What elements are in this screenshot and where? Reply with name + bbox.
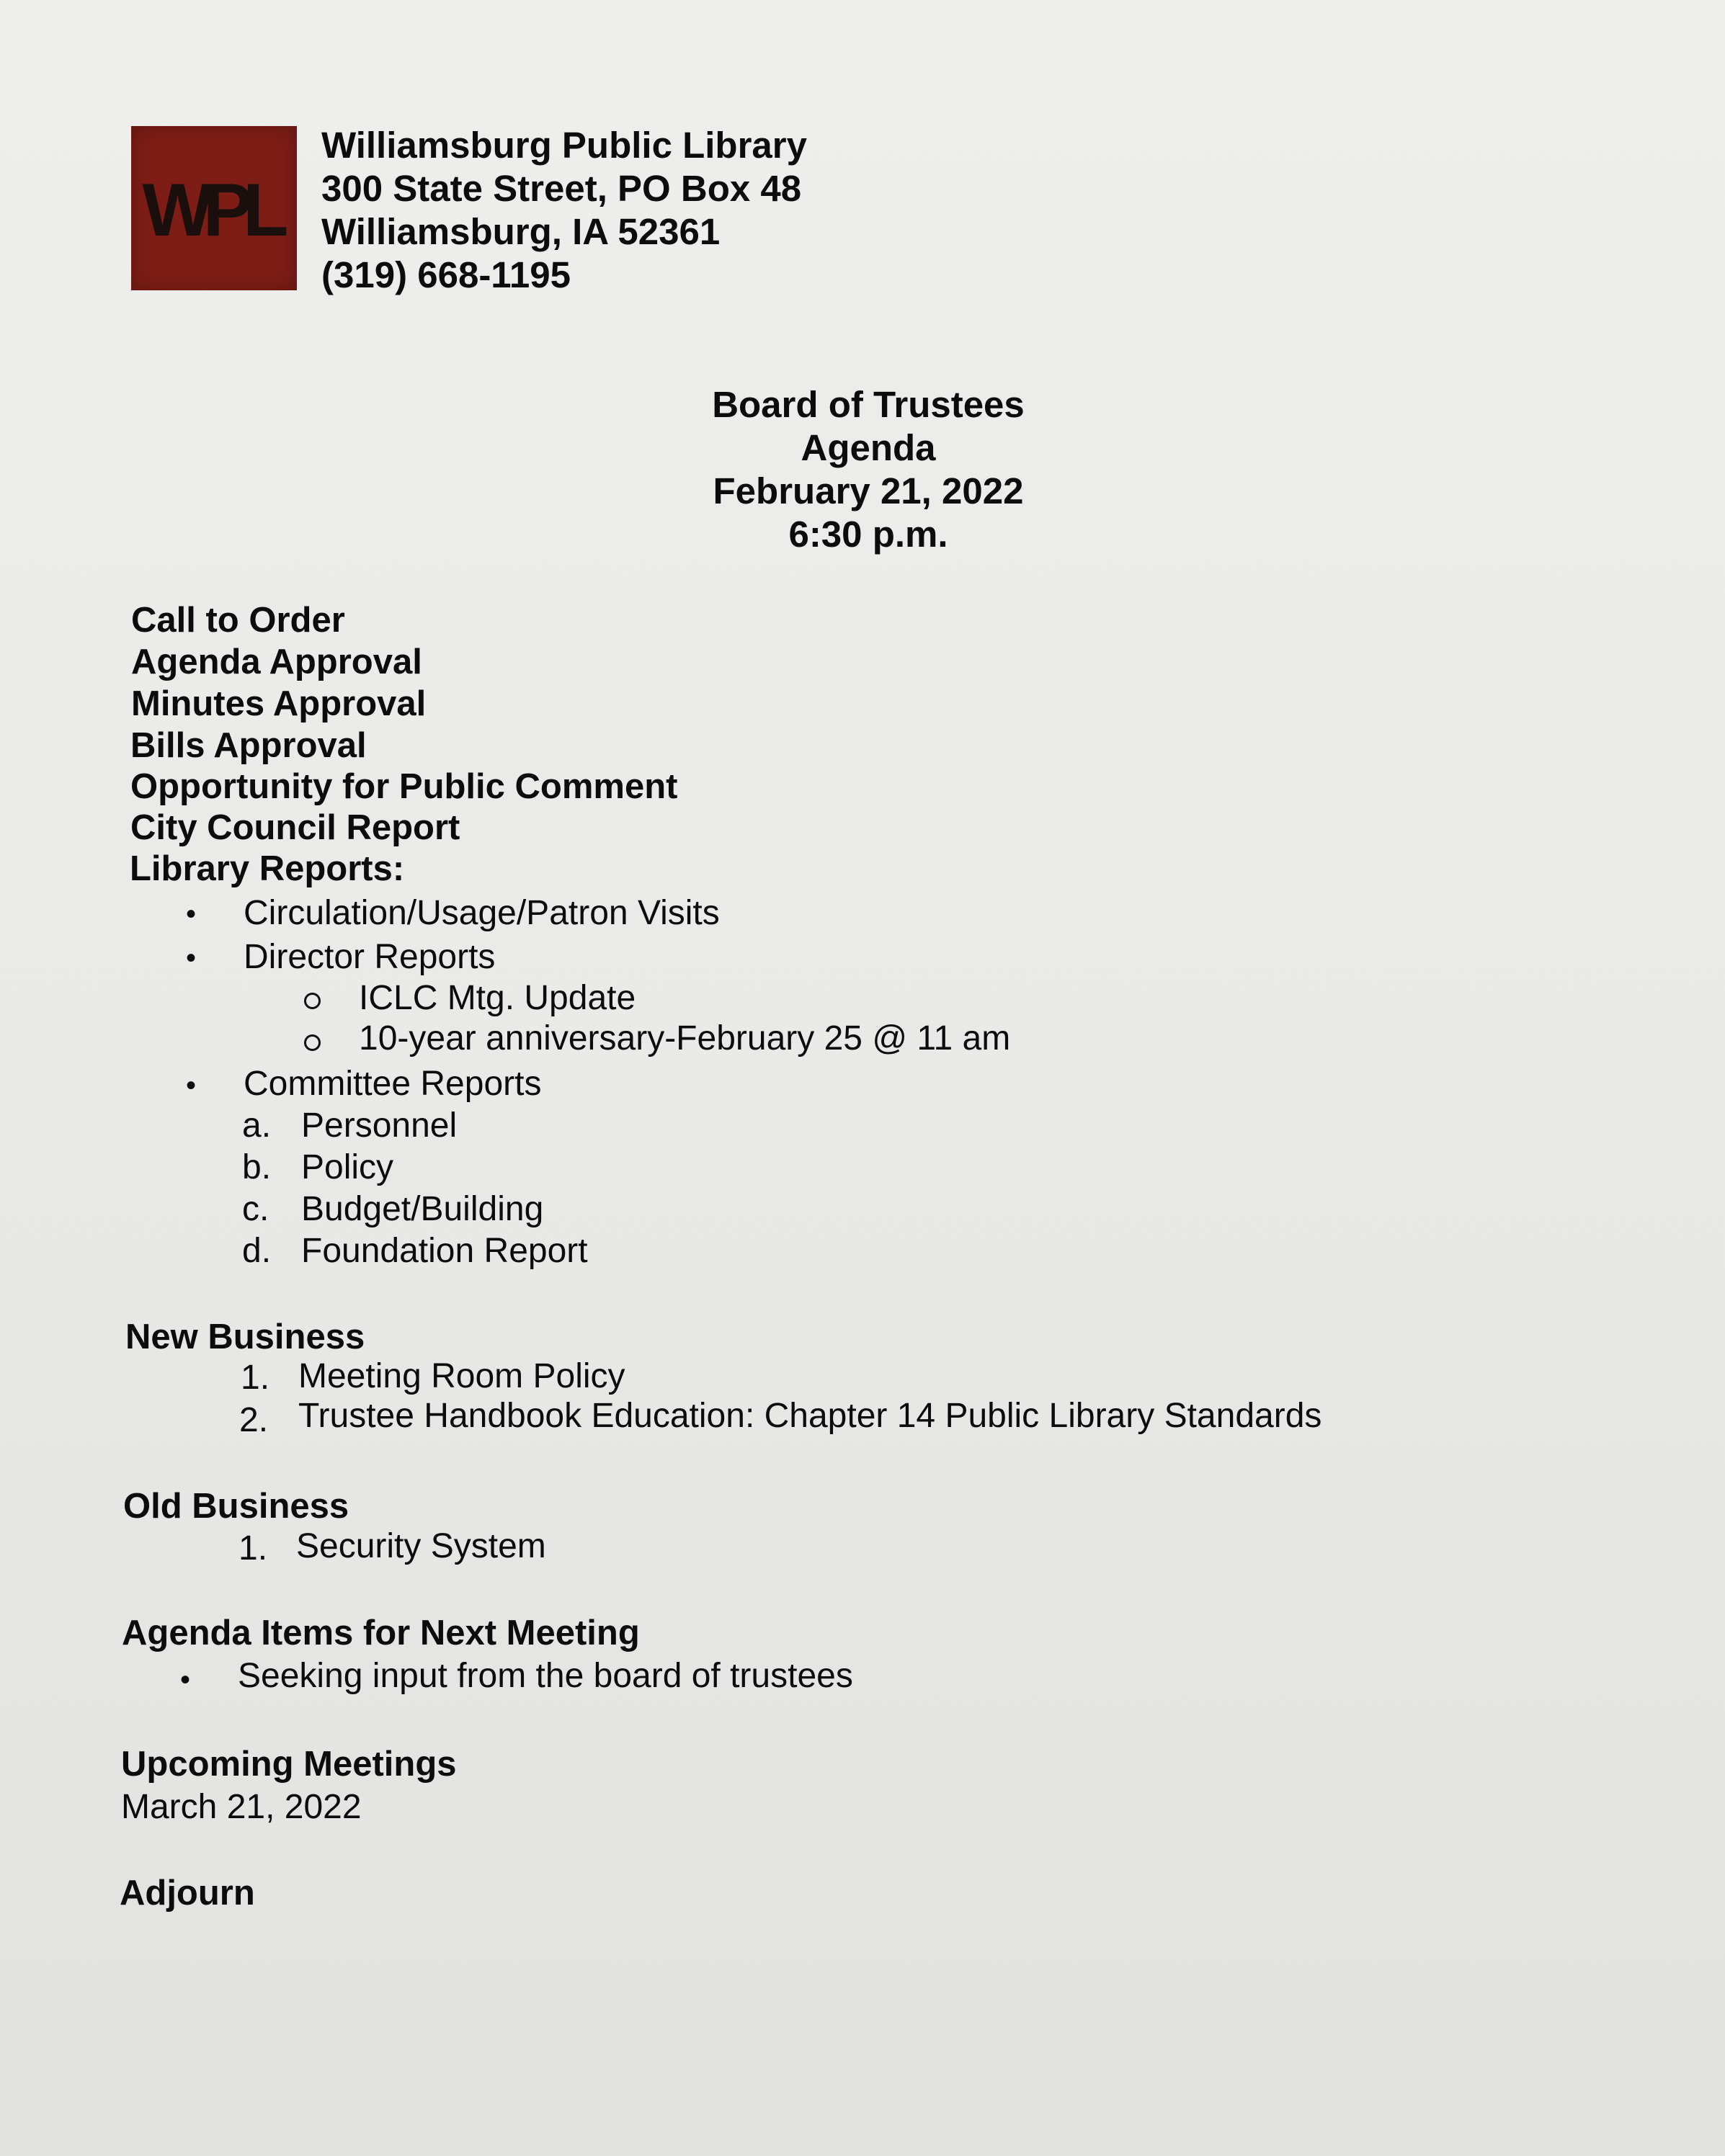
list-marker: a. xyxy=(242,1106,272,1145)
circle-bullet-icon xyxy=(304,1034,321,1051)
item-call-to-order: Call to Order xyxy=(131,601,345,640)
circle-bullet-icon xyxy=(304,993,321,1009)
item-personnel: Personnel xyxy=(301,1106,458,1145)
library-logo xyxy=(131,126,297,290)
item-budget-building: Budget/Building xyxy=(301,1190,544,1228)
item-meeting-room-policy: Meeting Room Policy xyxy=(298,1357,625,1395)
list-marker: b. xyxy=(242,1148,272,1186)
section-next-meeting-items: Agenda Items for Next Meeting xyxy=(122,1614,640,1652)
title-board: Board of Trustees xyxy=(712,384,1025,425)
section-adjourn: Adjourn xyxy=(120,1874,255,1913)
list-marker: 2. xyxy=(239,1401,269,1439)
item-trustee-handbook: Trustee Handbook Education: Chapter 14 Public Library Standards xyxy=(298,1397,1322,1435)
list-marker: 1. xyxy=(239,1529,268,1567)
bullet-marker: • xyxy=(186,1070,197,1101)
item-iclc-update: ICLC Mtg. Update xyxy=(359,979,636,1017)
library-phone: (319) 668-1195 xyxy=(321,254,571,295)
bullet-marker: • xyxy=(186,898,197,930)
title-agenda: Agenda xyxy=(801,427,936,468)
section-new-business: New Business xyxy=(125,1318,365,1356)
item-library-reports: Library Reports: xyxy=(130,849,405,888)
list-marker: 1. xyxy=(241,1359,270,1397)
title-date: February 21, 2022 xyxy=(713,470,1024,511)
item-city-council: City Council Report xyxy=(130,808,460,847)
list-marker: c. xyxy=(242,1190,269,1228)
item-foundation-report: Foundation Report xyxy=(301,1232,588,1270)
agenda-title xyxy=(0,383,1725,556)
bullet-marker: • xyxy=(186,942,197,974)
library-street: 300 State Street, PO Box 48 xyxy=(321,168,802,209)
section-upcoming-meetings: Upcoming Meetings xyxy=(121,1745,457,1784)
item-minutes-approval: Minutes Approval xyxy=(131,684,427,723)
library-name: Williamsburg Public Library xyxy=(321,125,808,166)
logo-text: WPL xyxy=(142,168,279,252)
item-anniversary: 10-year anniversary-February 25 @ 11 am xyxy=(359,1019,1011,1057)
item-agenda-approval: Agenda Approval xyxy=(131,643,422,681)
item-public-comment: Opportunity for Public Comment xyxy=(130,767,678,806)
section-old-business: Old Business xyxy=(123,1487,349,1526)
library-address xyxy=(321,124,807,297)
item-seeking-input: Seeking input from the board of trustees xyxy=(238,1657,853,1695)
item-director-reports: Director Reports xyxy=(244,938,496,976)
library-city: Williamsburg, IA 52361 xyxy=(321,211,721,252)
item-bills-approval: Bills Approval xyxy=(130,726,367,765)
upcoming-date: March 21, 2022 xyxy=(121,1788,362,1826)
item-circulation: Circulation/Usage/Patron Visits xyxy=(244,894,720,932)
item-security-system: Security System xyxy=(296,1527,546,1565)
bullet-marker: • xyxy=(180,1664,191,1696)
item-committee-reports: Committee Reports xyxy=(244,1065,542,1103)
list-marker: d. xyxy=(242,1232,272,1270)
item-policy: Policy xyxy=(301,1148,394,1186)
title-time: 6:30 p.m. xyxy=(788,514,948,555)
